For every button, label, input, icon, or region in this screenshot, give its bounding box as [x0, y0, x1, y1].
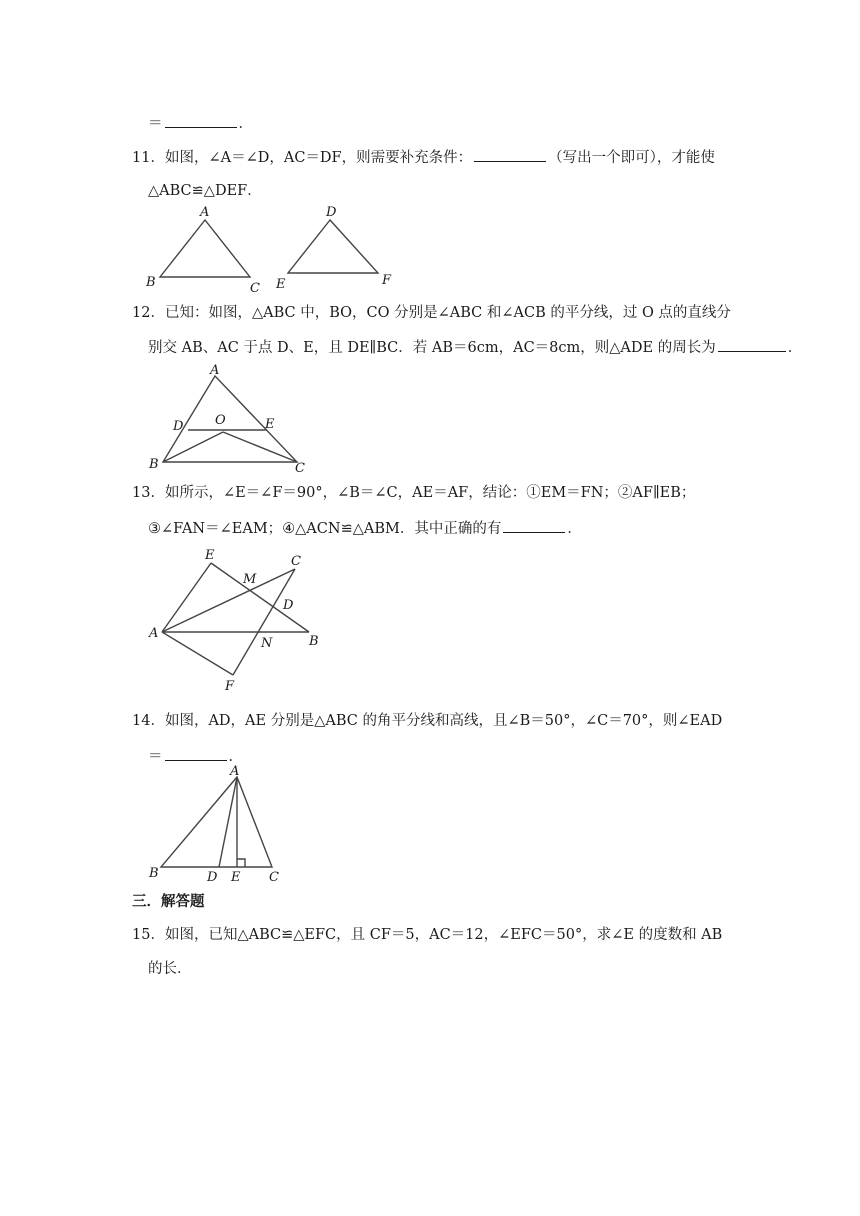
q13-label-e: E	[205, 548, 215, 563]
q12-label-c: C	[295, 461, 305, 476]
q11-label-d: D	[326, 205, 337, 220]
q13-line1: 13．如所示，∠E＝∠F＝90°，∠B＝∠C，AE＝AF，结论：①EM＝FN；②AF∥EB；	[132, 485, 696, 501]
q13-figure	[145, 545, 335, 695]
q14-label-c: C	[269, 870, 279, 885]
q13-label-b: B	[309, 634, 319, 649]
q12-answer-blank[interactable]	[718, 336, 786, 352]
q11-line2: △ABC≌△DEF．	[148, 183, 262, 199]
q13-segment-eb	[211, 563, 309, 632]
q10-tail: ＝ ．	[148, 112, 253, 134]
q13-label-m: M	[243, 572, 257, 587]
q12-label-o: O	[215, 413, 226, 428]
q11-label-b: B	[146, 275, 156, 290]
q13-label-d: D	[283, 598, 294, 613]
q13-line2: ③∠FAN＝∠EAM；④△ACN≌△ABM．其中正确的有 ．	[148, 517, 582, 539]
q13-label-f: F	[225, 679, 235, 694]
q14-triangle-abc	[161, 777, 272, 867]
q12-figure	[145, 362, 315, 476]
q14-figure	[145, 765, 305, 885]
q13-segment-ac	[162, 569, 295, 632]
q11-triangle-abc	[160, 220, 250, 277]
q13-label-n: N	[261, 636, 273, 651]
q14-segment-ad	[219, 777, 237, 867]
section-3-title: 三．解答题	[132, 894, 205, 910]
q11-triangle-def	[288, 220, 378, 273]
q10-answer-blank[interactable]	[165, 112, 237, 128]
q11-line1: 11．如图，∠A＝∠D，AC＝DF，则需要补充条件： （写出一个即可），才能使	[132, 146, 715, 168]
q12-line2: 别交 AB、AC 于点 D、E，且 DE∥BC．若 AB＝6cm，AC＝8cm，则△ADE 的周长为 ．	[148, 336, 802, 358]
q12-label-e: E	[265, 417, 275, 432]
q11-label-c: C	[250, 281, 260, 296]
q11-figure	[140, 202, 400, 296]
q12-label-a: A	[210, 363, 220, 378]
q13-segment-af	[162, 632, 233, 675]
q12-label-b: B	[149, 457, 159, 472]
q11-label-f: F	[382, 273, 392, 288]
q13-segment-ae	[162, 563, 211, 632]
q14-line2: ＝ ．	[148, 745, 243, 767]
q11-label-e: E	[276, 277, 286, 292]
q11-answer-blank[interactable]	[474, 146, 546, 162]
q11-label-a: A	[200, 205, 210, 220]
q15-line1: 15．如图，已知△ABC≌△EFC，且 CF＝5，AC＝12，∠EFC＝50°，求∠E 的度数和 AB	[132, 927, 723, 943]
q14-line1: 14．如图，AD，AE 分别是△ABC 的角平分线和高线，且∠B＝50°，∠C＝70°，则∠EAD	[132, 713, 723, 729]
q15-line2: 的长．	[148, 961, 192, 977]
q13-label-a: A	[149, 626, 159, 641]
q13-label-c: C	[291, 554, 301, 569]
q12-segment-co	[223, 432, 297, 462]
q12-label-d: D	[173, 419, 184, 434]
q14-label-d: D	[207, 870, 218, 885]
q14-answer-blank[interactable]	[165, 745, 227, 761]
q14-label-e: E	[231, 870, 241, 885]
q14-right-angle-mark	[237, 859, 245, 867]
q12-line1: 12．已知：如图，△ABC 中，BO，CO 分别是∠ABC 和∠ACB 的平分线，过 O 点的直线分	[132, 305, 731, 321]
q13-answer-blank[interactable]	[503, 517, 565, 533]
q14-label-b: B	[149, 866, 159, 881]
q14-label-a: A	[230, 764, 240, 779]
